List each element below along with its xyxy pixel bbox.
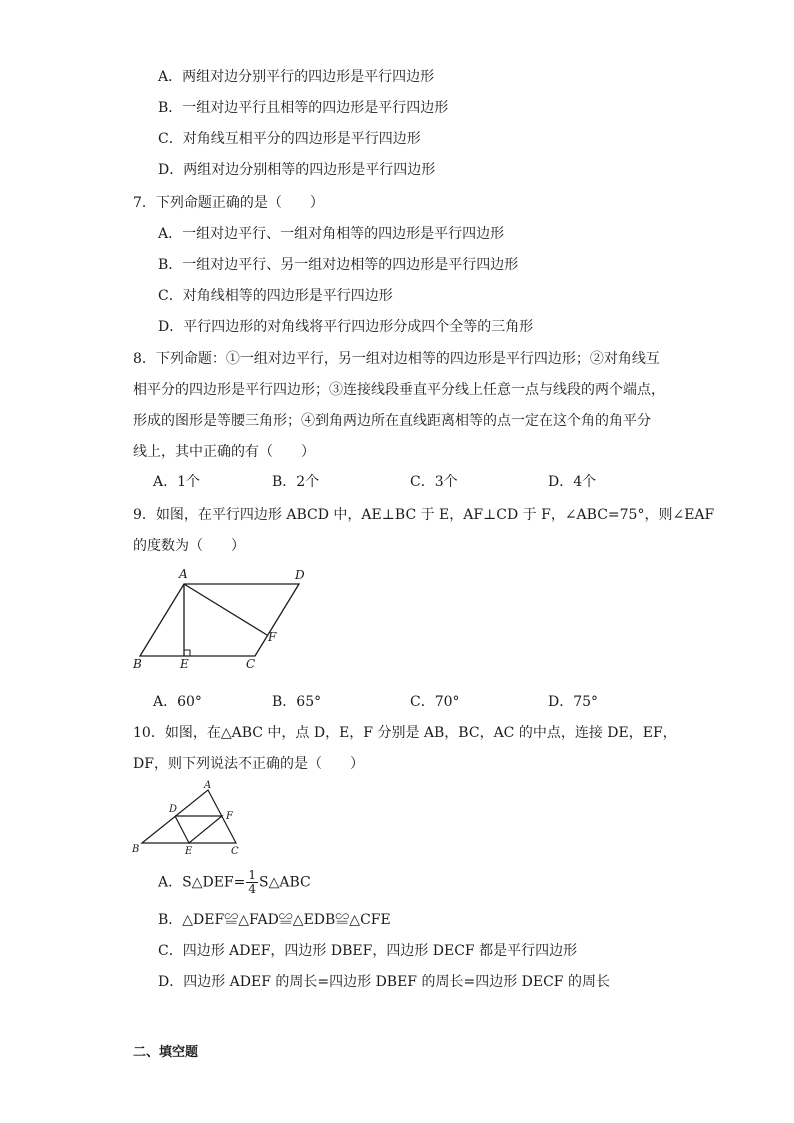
q8-stem-line-1: 8．下列命题：①一组对边平行，另一组对边相等的四边形是平行四边形；②对角线互 bbox=[133, 351, 660, 367]
segments-de-ef-fd bbox=[175, 816, 222, 843]
q10-option-a-suffix: S△ABC bbox=[259, 874, 311, 891]
label-a: A bbox=[204, 780, 212, 791]
label-e: E bbox=[185, 846, 193, 857]
q9-option-a: A．60° bbox=[153, 694, 202, 710]
q9-stem-line-1: 9．如图，在平行四边形 ABCD 中，AE⊥BC 于 E，AF⊥CD 于 F，∠ABC=75°，则∠EAF bbox=[133, 507, 715, 523]
q10-stem-line-1: 10．如图，在△ABC 中，点 D，E，F 分别是 AB，BC，AC 的中点，连接 DE，EF， bbox=[133, 725, 677, 741]
q10-option-a bbox=[158, 869, 311, 896]
label-f: F bbox=[268, 630, 277, 644]
q6-option-b: B．一组对边平行且相等的四边形是平行四边形 bbox=[158, 100, 449, 116]
q7-option-a: A．一组对边平行、一组对角相等的四边形是平行四边形 bbox=[158, 226, 505, 242]
q10-stem-line-2: DF，则下列说法不正确的是（ ） bbox=[133, 756, 364, 772]
label-b: B bbox=[132, 844, 140, 855]
label-f: F bbox=[226, 811, 233, 822]
label-d: D bbox=[169, 804, 178, 815]
q10-option-c: C．四边形 ADEF，四边形 DBEF，四边形 DECF 都是平行四边形 bbox=[158, 943, 578, 959]
segment-af bbox=[184, 584, 267, 635]
fraction-numerator: 1 bbox=[248, 868, 256, 882]
label-b: B bbox=[133, 657, 142, 671]
section-title: 二、填空题 bbox=[133, 1045, 199, 1060]
parallelogram-abcd bbox=[140, 584, 299, 656]
q7-option-c: C．对角线相等的四边形是平行四边形 bbox=[158, 288, 393, 304]
q9-parallelogram-figure bbox=[128, 565, 318, 675]
q10-option-b: B．△DEF≌△FAD≌△EDB≌△CFE bbox=[158, 912, 391, 928]
q8-option-d: D．4个 bbox=[548, 474, 597, 490]
label-c: C bbox=[231, 846, 239, 857]
q8-stem-line-2: 相平分的四边形是平行四边形；③连接线段垂直平分线上任意一点与线段的两个端点， bbox=[133, 382, 665, 398]
q9-option-c: C．70° bbox=[410, 694, 460, 710]
q9-options bbox=[0, 691, 794, 711]
q7-option-b: B．一组对边平行、另一组对边相等的四边形是平行四边形 bbox=[158, 257, 519, 273]
label-e: E bbox=[180, 657, 189, 671]
q9-stem-line-2: 的度数为（ ） bbox=[133, 538, 245, 554]
q8-option-a: A．1个 bbox=[153, 474, 201, 490]
q6-option-c: C．对角线互相平分的四边形是平行四边形 bbox=[158, 131, 421, 147]
label-c: C bbox=[246, 657, 256, 671]
q7-option-d: D．平行四边形的对角线将平行四边形分成四个全等的三角形 bbox=[158, 319, 534, 335]
q8-option-c: C．3个 bbox=[410, 474, 458, 490]
q8-stem-line-3: 形成的图形是等腰三角形；④到角两边所在直线距离相等的点一定在这个角的角平分 bbox=[133, 413, 651, 429]
q10-triangle-figure bbox=[128, 778, 248, 858]
label-a: A bbox=[179, 567, 188, 581]
q6-option-a: A．两组对边分别平行的四边形是平行四边形 bbox=[158, 69, 435, 85]
q8-option-b: B．2个 bbox=[272, 474, 320, 490]
fraction-one-quarter bbox=[246, 869, 258, 896]
right-angle-mark-e bbox=[184, 650, 190, 656]
q8-options bbox=[0, 471, 794, 491]
q9-option-b: B．65° bbox=[272, 694, 322, 710]
q9-option-d: D．75° bbox=[548, 694, 599, 710]
q10-option-d: D．四边形 ADEF 的周长=四边形 DBEF 的周长=四边形 DECF 的周长 bbox=[158, 974, 610, 990]
q6-option-d: D．两组对边分别相等的四边形是平行四边形 bbox=[158, 162, 436, 178]
q10-option-a-prefix: A．S△DEF= bbox=[158, 874, 246, 891]
fraction-denominator: 4 bbox=[248, 882, 256, 896]
q8-stem-line-4: 线上，其中正确的有（ ） bbox=[133, 444, 315, 460]
q7-stem: 7．下列命题正确的是（ ） bbox=[133, 195, 324, 211]
label-d: D bbox=[295, 568, 305, 582]
